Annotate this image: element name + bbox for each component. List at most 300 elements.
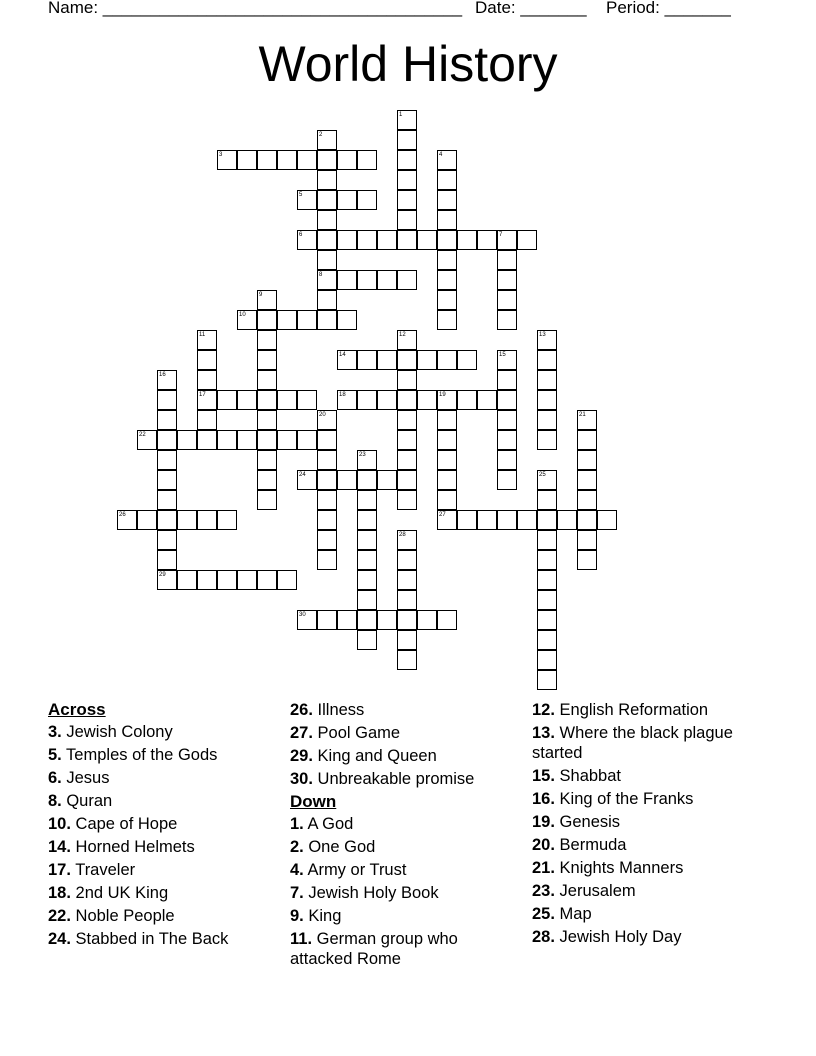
grid-cell[interactable] [577,530,597,550]
clue-num: 1. [290,815,304,833]
grid-cell[interactable] [437,310,457,330]
grid-cell[interactable] [537,510,557,530]
clue-num: 19. [532,813,555,831]
grid-cell[interactable] [337,390,357,410]
grid-cell[interactable] [297,190,317,210]
across-clue [290,723,520,743]
grid-cell[interactable] [437,350,457,370]
grid-cell[interactable] [277,310,297,330]
grid-cell[interactable] [497,390,517,410]
grid-cell[interactable] [357,570,377,590]
grid-cell[interactable] [537,650,557,670]
grid-cell[interactable] [357,490,377,510]
grid-cell[interactable] [417,610,437,630]
grid-cell[interactable] [157,370,177,390]
grid-cell[interactable] [257,370,277,390]
grid-cell[interactable] [157,490,177,510]
clue-text: A God [303,815,354,833]
grid-cell[interactable] [437,410,457,430]
clue-text: Temples of the Gods [61,746,218,764]
clue-text: One God [303,838,376,856]
grid-cell[interactable] [537,530,557,550]
grid-cell[interactable] [537,550,557,570]
grid-cell[interactable] [397,590,417,610]
clue-text: Stabbed in The Back [70,930,229,948]
grid-cell[interactable] [197,510,217,530]
clue-num: 6. [48,769,62,787]
period-field[interactable]: Period: _______ [606,0,731,17]
grid-cell[interactable] [257,430,277,450]
grid-cell[interactable] [317,310,337,330]
clue-number: 16 [159,372,166,378]
clue-text: King and Queen [312,747,437,765]
grid-cell[interactable] [217,150,237,170]
grid-cell[interactable] [317,150,337,170]
grid-cell[interactable] [317,410,337,430]
grid-cell[interactable] [377,470,397,490]
clue-text: Jesus [61,769,110,787]
grid-cell[interactable] [437,390,457,410]
clue-number: 27 [439,512,446,518]
clue-number: 30 [299,612,306,618]
grid-cell[interactable] [397,450,417,470]
clue-num: 15. [532,767,555,785]
clue-text: Illness [312,701,365,719]
grid-cell[interactable] [257,150,277,170]
grid-cell[interactable] [537,630,557,650]
clue-num: 22. [48,907,71,925]
grid-cell[interactable] [317,530,337,550]
grid-cell[interactable] [397,130,417,150]
across-clue [48,791,278,811]
grid-cell[interactable] [377,350,397,370]
grid-cell[interactable] [237,570,257,590]
grid-cell[interactable] [317,470,337,490]
clue-number: 29 [159,572,166,578]
grid-cell[interactable] [577,490,597,510]
grid-cell[interactable] [437,510,457,530]
clue-num: 30. [290,770,313,788]
grid-cell[interactable] [437,250,457,270]
clue-text: Pool Game [312,724,401,742]
grid-cell[interactable] [197,390,217,410]
grid-cell[interactable] [497,290,517,310]
grid-cell[interactable] [537,330,557,350]
grid-cell[interactable] [397,610,417,630]
clue-text: Jewish Holy Book [303,884,439,902]
grid-cell[interactable] [157,410,177,430]
grid-cell[interactable] [157,510,177,530]
grid-cell[interactable] [397,190,417,210]
grid-cell[interactable] [197,430,217,450]
across-clue [48,906,278,926]
grid-cell[interactable] [597,510,617,530]
clue-number: 15 [499,352,506,358]
down-clue [532,789,772,809]
grid-cell[interactable] [197,570,217,590]
clue-num: 4. [290,861,304,879]
grid-cell[interactable] [497,450,517,470]
grid-cell[interactable] [537,670,557,690]
across-clue [48,722,278,742]
grid-cell[interactable] [437,270,457,290]
grid-cell[interactable] [397,410,417,430]
grid-cell[interactable] [357,550,377,570]
clues-column-3 [532,700,772,950]
grid-cell[interactable] [517,510,537,530]
grid-cell[interactable] [537,430,557,450]
grid-cell[interactable] [497,510,517,530]
clue-number: 17 [199,392,206,398]
clue-text: Noble People [70,907,175,925]
clue-number: 2 [319,132,323,138]
across-clue [48,860,278,880]
grid-cell[interactable] [337,270,357,290]
clue-number: 28 [399,532,406,538]
clue-text: Shabbat [554,767,621,785]
clue-num: 7. [290,884,304,902]
grid-cell[interactable] [257,470,277,490]
grid-cell[interactable] [217,570,237,590]
grid-cell[interactable] [437,430,457,450]
grid-cell[interactable] [237,310,257,330]
name-field[interactable]: Name: ______________________________________ [48,0,463,17]
grid-cell[interactable] [317,170,337,190]
grid-cell[interactable] [177,570,197,590]
grid-cell[interactable] [317,290,337,310]
grid-cell[interactable] [157,530,177,550]
down-clue [532,835,772,855]
grid-cell[interactable] [497,250,517,270]
grid-cell[interactable] [577,430,597,450]
grid-cell[interactable] [317,610,337,630]
grid-cell[interactable] [397,150,417,170]
grid-cell[interactable] [537,590,557,610]
grid-cell[interactable] [297,390,317,410]
grid-cell[interactable] [157,390,177,410]
grid-cell[interactable] [197,410,217,430]
clue-num: 16. [532,790,555,808]
grid-cell[interactable] [297,470,317,490]
clue-text: Jerusalem [554,882,636,900]
clue-number: 18 [339,392,346,398]
grid-cell[interactable] [197,330,217,350]
grid-cell[interactable] [317,210,337,230]
grid-cell[interactable] [157,470,177,490]
clue-number: 21 [579,412,586,418]
grid-cell[interactable] [397,390,417,410]
grid-cell[interactable] [277,390,297,410]
grid-cell[interactable] [357,530,377,550]
down-clue [532,700,772,720]
grid-cell[interactable] [337,610,357,630]
grid-cell[interactable] [257,490,277,510]
clue-num: 12. [532,701,555,719]
clue-num: 27. [290,724,313,742]
grid-cell[interactable] [457,230,477,250]
grid-cell[interactable] [497,270,517,290]
grid-cell[interactable] [397,650,417,670]
grid-cell[interactable] [457,350,477,370]
clue-num: 28. [532,928,555,946]
grid-cell[interactable] [157,570,177,590]
clue-num: 2. [290,838,304,856]
grid-cell[interactable] [157,450,177,470]
grid-cell[interactable] [197,370,217,390]
grid-cell[interactable] [497,350,517,370]
down-clue [532,812,772,832]
grid-cell[interactable] [357,590,377,610]
grid-cell[interactable] [357,270,377,290]
grid-cell[interactable] [317,190,337,210]
clue-num: 5. [48,746,62,764]
clue-num: 10. [48,815,71,833]
grid-cell[interactable] [217,430,237,450]
grid-cell[interactable] [397,230,417,250]
grid-cell[interactable] [317,130,337,150]
grid-cell[interactable] [397,530,417,550]
clue-text: Where the black plague started [532,724,733,762]
grid-cell[interactable] [217,390,237,410]
grid-cell[interactable] [237,150,257,170]
grid-cell[interactable] [537,350,557,370]
grid-cell[interactable] [257,410,277,430]
clue-text: Jewish Colony [61,723,173,741]
grid-cell[interactable] [337,230,357,250]
grid-cell[interactable] [397,430,417,450]
grid-cell[interactable] [437,170,457,190]
clue-num: 25. [532,905,555,923]
grid-cell[interactable] [437,470,457,490]
clue-number: 7 [499,232,503,238]
down-clue [290,837,520,857]
across-clue [48,768,278,788]
grid-cell[interactable] [137,510,157,530]
grid-cell[interactable] [437,210,457,230]
clue-text: King [303,907,342,925]
grid-cell[interactable] [497,230,517,250]
grid-cell[interactable] [557,510,577,530]
grid-cell[interactable] [577,470,597,490]
clue-text: Quran [61,792,113,810]
grid-cell[interactable] [157,430,177,450]
grid-cell[interactable] [437,610,457,630]
grid-cell[interactable] [497,370,517,390]
grid-cell[interactable] [457,390,477,410]
grid-cell[interactable] [397,270,417,290]
grid-cell[interactable] [237,390,257,410]
grid-cell[interactable] [257,390,277,410]
grid-cell[interactable] [297,430,317,450]
grid-cell[interactable] [417,390,437,410]
grid-cell[interactable] [577,450,597,470]
grid-cell[interactable] [397,110,417,130]
clue-number: 19 [439,392,446,398]
grid-cell[interactable] [217,510,237,530]
grid-cell[interactable] [357,230,377,250]
clue-text: Knights Manners [554,859,684,877]
down-clue [290,883,520,903]
across-clue [48,883,278,903]
clue-text: English Reformation [554,701,709,719]
grid-cell[interactable] [397,630,417,650]
grid-cell[interactable] [377,390,397,410]
clue-text: Jewish Holy Day [554,928,682,946]
grid-cell[interactable] [357,630,377,650]
clue-number: 24 [299,472,306,478]
grid-cell[interactable] [277,430,297,450]
clue-num: 11. [290,930,313,948]
grid-cell[interactable] [257,310,277,330]
grid-cell[interactable] [357,390,377,410]
grid-cell[interactable] [357,190,377,210]
grid-cell[interactable] [317,450,337,470]
clue-number: 13 [539,332,546,338]
grid-cell[interactable] [437,230,457,250]
clue-num: 8. [48,792,62,810]
clue-text: Traveler [70,861,136,879]
grid-cell[interactable] [237,430,257,450]
grid-cell[interactable] [337,310,357,330]
down-clue [532,766,772,786]
grid-cell[interactable] [537,410,557,430]
grid-cell[interactable] [117,510,137,530]
grid-cell[interactable] [337,150,357,170]
grid-cell[interactable] [437,190,457,210]
grid-cell[interactable] [297,310,317,330]
grid-cell[interactable] [257,290,277,310]
grid-cell[interactable] [437,150,457,170]
grid-cell[interactable] [377,230,397,250]
clue-number: 10 [239,312,246,318]
across-clue [290,746,520,766]
grid-cell[interactable] [577,550,597,570]
grid-cell[interactable] [317,270,337,290]
clue-number: 8 [319,272,323,278]
grid-cell[interactable] [257,350,277,370]
grid-cell[interactable] [497,310,517,330]
grid-cell[interactable] [317,550,337,570]
down-clue [532,858,772,878]
grid-cell[interactable] [317,230,337,250]
down-clue [290,929,520,969]
grid-cell[interactable] [537,570,557,590]
grid-cell[interactable] [417,350,437,370]
grid-cell[interactable] [397,550,417,570]
grid-cell[interactable] [297,610,317,630]
down-clue [532,881,772,901]
across-clue [48,837,278,857]
clue-number: 12 [399,332,406,338]
grid-cell[interactable] [297,150,317,170]
down-heading: Down [290,792,337,811]
clue-num: 21. [532,859,555,877]
grid-cell[interactable] [397,570,417,590]
grid-cell[interactable] [477,230,497,250]
grid-cell[interactable] [537,370,557,390]
grid-cell[interactable] [497,410,517,430]
grid-cell[interactable] [317,250,337,270]
grid-cell[interactable] [177,430,197,450]
grid-cell[interactable] [377,270,397,290]
grid-cell[interactable] [357,350,377,370]
grid-cell[interactable] [277,570,297,590]
grid-cell[interactable] [577,410,597,430]
across-clue [290,700,520,720]
grid-cell[interactable] [537,490,557,510]
clue-text: German group who attacked Rome [290,930,458,968]
grid-cell[interactable] [197,350,217,370]
grid-cell[interactable] [397,210,417,230]
clue-text: 2nd UK King [70,884,169,902]
grid-cell[interactable] [357,470,377,490]
grid-cell[interactable] [477,390,497,410]
grid-cell[interactable] [457,510,477,530]
clue-text: Map [554,905,592,923]
grid-cell[interactable] [537,390,557,410]
clue-number: 23 [359,452,366,458]
clue-text: Cape of Hope [70,815,178,833]
grid-cell[interactable] [137,430,157,450]
grid-cell[interactable] [337,190,357,210]
across-heading: Across [48,700,106,719]
clue-num: 29. [290,747,313,765]
grid-cell[interactable] [397,470,417,490]
grid-cell[interactable] [337,470,357,490]
grid-cell[interactable] [157,550,177,570]
grid-cell[interactable] [357,610,377,630]
grid-cell[interactable] [417,230,437,250]
grid-cell[interactable] [397,370,417,390]
grid-cell[interactable] [317,490,337,510]
grid-cell[interactable] [437,290,457,310]
grid-cell[interactable] [537,470,557,490]
grid-cell[interactable] [277,150,297,170]
grid-cell[interactable] [537,610,557,630]
clue-text: Unbreakable promise [312,770,475,788]
grid-cell[interactable] [357,450,377,470]
grid-cell[interactable] [477,510,497,530]
down-clue [532,904,772,924]
grid-cell[interactable] [297,230,317,250]
clue-number: 4 [439,152,443,158]
grid-cell[interactable] [357,510,377,530]
grid-cell[interactable] [257,330,277,350]
grid-cell[interactable] [517,230,537,250]
clue-number: 25 [539,472,546,478]
grid-cell[interactable] [317,510,337,530]
grid-cell[interactable] [177,510,197,530]
grid-cell[interactable] [437,450,457,470]
grid-cell[interactable] [357,150,377,170]
grid-cell[interactable] [577,510,597,530]
grid-cell[interactable] [437,490,457,510]
clue-num: 18. [48,884,71,902]
grid-cell[interactable] [317,430,337,450]
grid-cell[interactable] [257,450,277,470]
clue-number: 14 [339,352,346,358]
grid-cell[interactable] [497,430,517,450]
grid-cell[interactable] [397,170,417,190]
grid-cell[interactable] [337,350,357,370]
grid-cell[interactable] [257,570,277,590]
date-field[interactable]: Date: _______ [475,0,587,17]
grid-cell[interactable] [397,330,417,350]
grid-cell[interactable] [497,470,517,490]
grid-cell[interactable] [397,490,417,510]
grid-cell[interactable] [397,350,417,370]
grid-cell[interactable] [377,610,397,630]
